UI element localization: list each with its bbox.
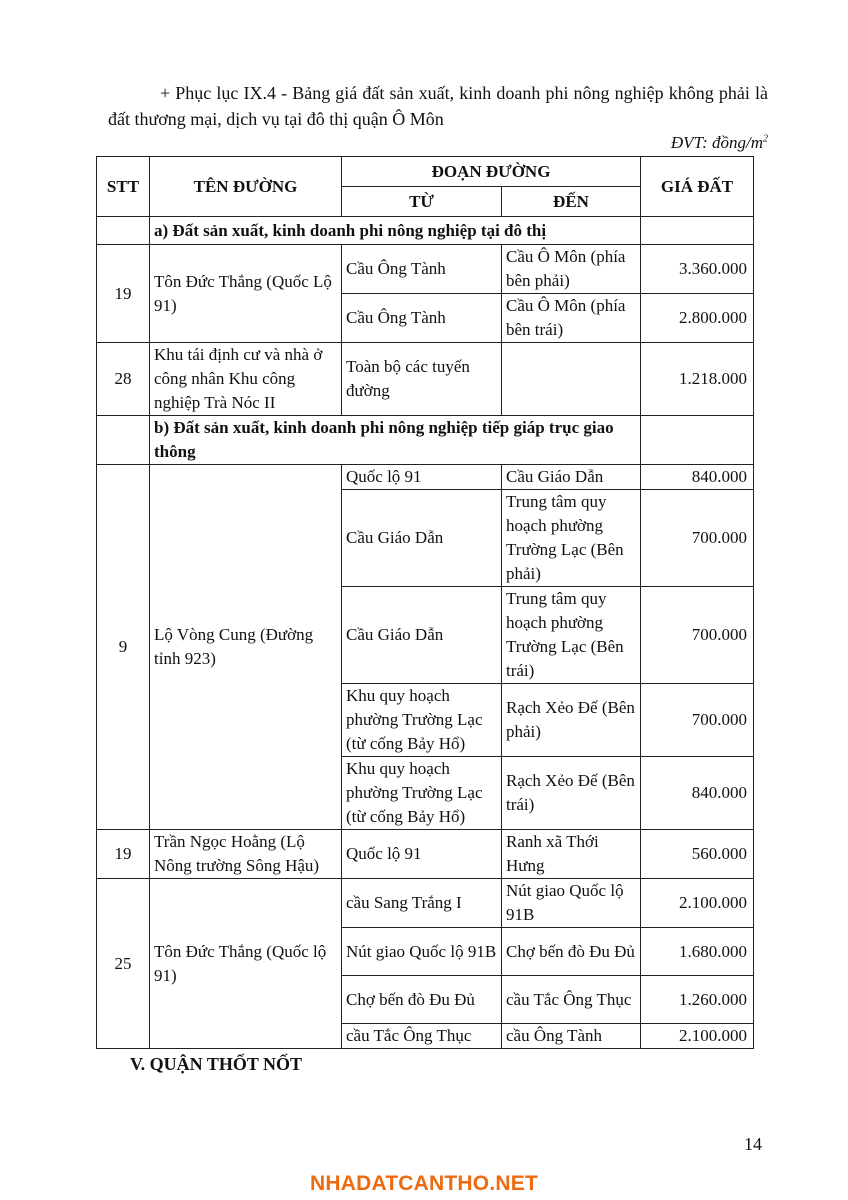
header-ten-duong: TÊN ĐƯỜNG (150, 157, 342, 217)
row-price: 840.000 (641, 465, 754, 490)
row-from: cầu Tắc Ông Thục (342, 1024, 502, 1049)
row-stt: 28 (97, 343, 150, 416)
section-header: b) Đất sản xuất, kinh doanh phi nông nghiệp tiếp giáp trục giao thông (150, 416, 641, 465)
header-den: ĐẾN (502, 187, 641, 217)
row-stt: 19 (97, 245, 150, 343)
section-heading-v: V. QUẬN THỐT NỐT (130, 1054, 303, 1074)
row-from: cầu Sang Trắng I (342, 879, 502, 928)
appendix-title: + Phục lục IX.4 - Bảng giá đất sản xuất, kinh doanh phi nông nghiệp không phải là đất thương mại, dịch vụ tại đô thị quận Ô Môn (108, 83, 768, 129)
row-price: 2.100.000 (641, 1024, 754, 1049)
row-to: Trung tâm quy hoạch phường Trường Lạc (Bên trái) (502, 587, 641, 684)
table-row (97, 245, 754, 294)
row-road-name: Tôn Đức Thắng (Quốc lộ 91) (150, 879, 342, 1049)
row-price: 700.000 (641, 490, 754, 587)
row-to: Rạch Xẻo Đế (Bên phải) (502, 684, 641, 757)
row-to: Cầu Ô Môn (phía bên phải) (502, 245, 641, 294)
row-price: 700.000 (641, 684, 754, 757)
row-to: cầu Tắc Ông Thục (502, 976, 641, 1024)
row-from: Nút giao Quốc lộ 91B (342, 928, 502, 976)
row-to: cầu Ông Tành (502, 1024, 641, 1049)
unit-sup: 2 (763, 133, 768, 145)
section-price-cell (641, 217, 754, 245)
row-price: 1.260.000 (641, 976, 754, 1024)
row-from: Cầu Ông Tành (342, 245, 502, 294)
row-to (502, 343, 641, 416)
table-row (97, 465, 754, 490)
row-from: Toàn bộ các tuyến đường (342, 343, 502, 416)
row-road-name: Tôn Đức Thắng (Quốc Lộ 91) (150, 245, 342, 343)
row-to: Ranh xã Thới Hưng (502, 830, 641, 879)
header-gia-dat: GIÁ ĐẤT (641, 157, 754, 217)
row-price: 1.218.000 (641, 343, 754, 416)
row-to: Nút giao Quốc lộ 91B (502, 879, 641, 928)
watermark-logo: NHADATCANTHO.NET (310, 1172, 538, 1195)
page-number: 14 (744, 1134, 762, 1154)
row-to: Chợ bến đò Đu Đủ (502, 928, 641, 976)
row-price: 560.000 (641, 830, 754, 879)
table-row (97, 343, 754, 416)
row-road-name: Lộ Vòng Cung (Đường tỉnh 923) (150, 465, 342, 830)
row-to: Trung tâm quy hoạch phường Trường Lạc (Bên phải) (502, 490, 641, 587)
intro-paragraph (108, 80, 768, 132)
row-price: 2.100.000 (641, 879, 754, 928)
section-header: a) Đất sản xuất, kinh doanh phi nông nghiệp tại đô thị (150, 217, 641, 245)
row-from: Cầu Giáo Dẫn (342, 490, 502, 587)
unit-label (560, 133, 768, 153)
row-to: Cầu Ô Môn (phía bên trái) (502, 294, 641, 343)
row-price: 1.680.000 (641, 928, 754, 976)
row-road-name: Trần Ngọc Hoằng (Lộ Nông trường Sông Hậu) (150, 830, 342, 879)
land-price-table (96, 156, 754, 1049)
row-stt: 9 (97, 465, 150, 830)
row-price: 700.000 (641, 587, 754, 684)
row-to: Rạch Xẻo Đế (Bên trái) (502, 757, 641, 830)
header-doan-duong: ĐOẠN ĐƯỜNG (342, 157, 641, 187)
row-from: Chợ bến đò Đu Đủ (342, 976, 502, 1024)
row-stt: 25 (97, 879, 150, 1049)
row-from: Quốc lộ 91 (342, 830, 502, 879)
table-row (97, 830, 754, 879)
row-from: Cầu Ông Tành (342, 294, 502, 343)
table-row (97, 879, 754, 928)
row-from: Khu quy hoạch phường Trường Lạc (từ cống Bảy Hổ) (342, 757, 502, 830)
row-from: Khu quy hoạch phường Trường Lạc (từ cống Bảy Hổ) (342, 684, 502, 757)
unit-text: ĐVT: đồng/m (670, 133, 763, 152)
row-price: 840.000 (641, 757, 754, 830)
row-price: 2.800.000 (641, 294, 754, 343)
row-from: Cầu Giáo Dẫn (342, 587, 502, 684)
row-to: Cầu Giáo Dẫn (502, 465, 641, 490)
row-road-name: Khu tái định cư và nhà ở công nhân Khu công nghiệp Trà Nóc II (150, 343, 342, 416)
section-stt-cell (97, 217, 150, 245)
header-stt: STT (97, 157, 150, 217)
header-tu: TỪ (342, 187, 502, 217)
row-stt: 19 (97, 830, 150, 879)
section-price-cell (641, 416, 754, 465)
row-price: 3.360.000 (641, 245, 754, 294)
section-stt-cell (97, 416, 150, 465)
row-from: Quốc lộ 91 (342, 465, 502, 490)
